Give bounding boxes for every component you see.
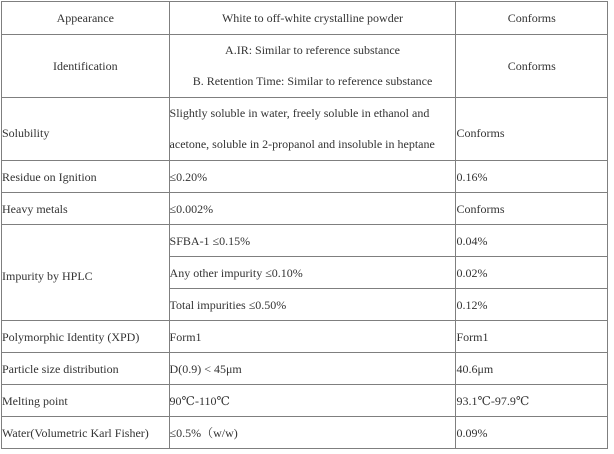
table-row-identification [2, 35, 608, 98]
specification-line: Slightly soluble in water, freely soluble in ethanol and [169, 106, 430, 120]
table-row-heavy-metals [2, 193, 608, 225]
test-name-cell: Heavy metals [2, 193, 170, 225]
table-row-particle-size [2, 353, 608, 385]
test-name-cell: Appearance [2, 2, 170, 35]
result-cell: Conforms [456, 2, 608, 35]
result-cell: 0.09% [456, 417, 608, 449]
specification-cell: 90℃-110℃ [169, 385, 456, 417]
result-cell: Conforms [456, 98, 608, 161]
specification-cell: White to off-white crystalline powder [169, 2, 456, 35]
result-cell: 0.16% [456, 161, 608, 193]
test-name-cell: Polymorphic Identity (XPD) [2, 321, 170, 353]
result-cell: 0.12% [456, 289, 608, 321]
specification-table [1, 1, 608, 449]
table-row-water [2, 417, 608, 449]
test-name-cell: Solubility [2, 98, 170, 161]
test-name-cell: Identification [2, 35, 170, 98]
specification-line: B. Retention Time: Similar to reference substance [192, 74, 433, 88]
table-row-impurity-hplc [2, 225, 608, 257]
specification-line: acetone, soluble in 2-propanol and insoluble in heptane [169, 137, 435, 151]
specification-cell: Any other impurity ≤0.10% [169, 257, 456, 289]
specification-cell [169, 98, 456, 161]
specification-cell [169, 35, 456, 98]
test-name-cell: Melting point [2, 385, 170, 417]
test-name-cell: Impurity by HPLC [2, 225, 170, 321]
specification-cell: SFBA-1 ≤0.15% [169, 225, 456, 257]
specification-cell: D(0.9) < 45μm [169, 353, 456, 385]
specification-cell: ≤0.5%（w/w) [169, 417, 456, 449]
table-row-residue-on-ignition [2, 161, 608, 193]
test-name-cell: Particle size distribution [2, 353, 170, 385]
result-cell: Conforms [456, 35, 608, 98]
table-row-polymorphic-identity [2, 321, 608, 353]
table-row-appearance [2, 2, 608, 35]
table-row-melting-point [2, 385, 608, 417]
result-cell: 0.04% [456, 225, 608, 257]
specification-cell: ≤0.002% [169, 193, 456, 225]
result-cell: Conforms [456, 193, 608, 225]
test-name-cell: Water(Volumetric Karl Fisher) [2, 417, 170, 449]
specification-line: A.IR: Similar to reference substance [225, 43, 400, 57]
result-cell: Form1 [456, 321, 608, 353]
specification-cell: Total impurities ≤0.50% [169, 289, 456, 321]
result-cell: 40.6μm [456, 353, 608, 385]
table-row-solubility [2, 98, 608, 161]
result-cell: 0.02% [456, 257, 608, 289]
result-cell: 93.1℃-97.9℃ [456, 385, 608, 417]
test-name-cell: Residue on Ignition [2, 161, 170, 193]
specification-cell: Form1 [169, 321, 456, 353]
specification-cell: ≤0.20% [169, 161, 456, 193]
